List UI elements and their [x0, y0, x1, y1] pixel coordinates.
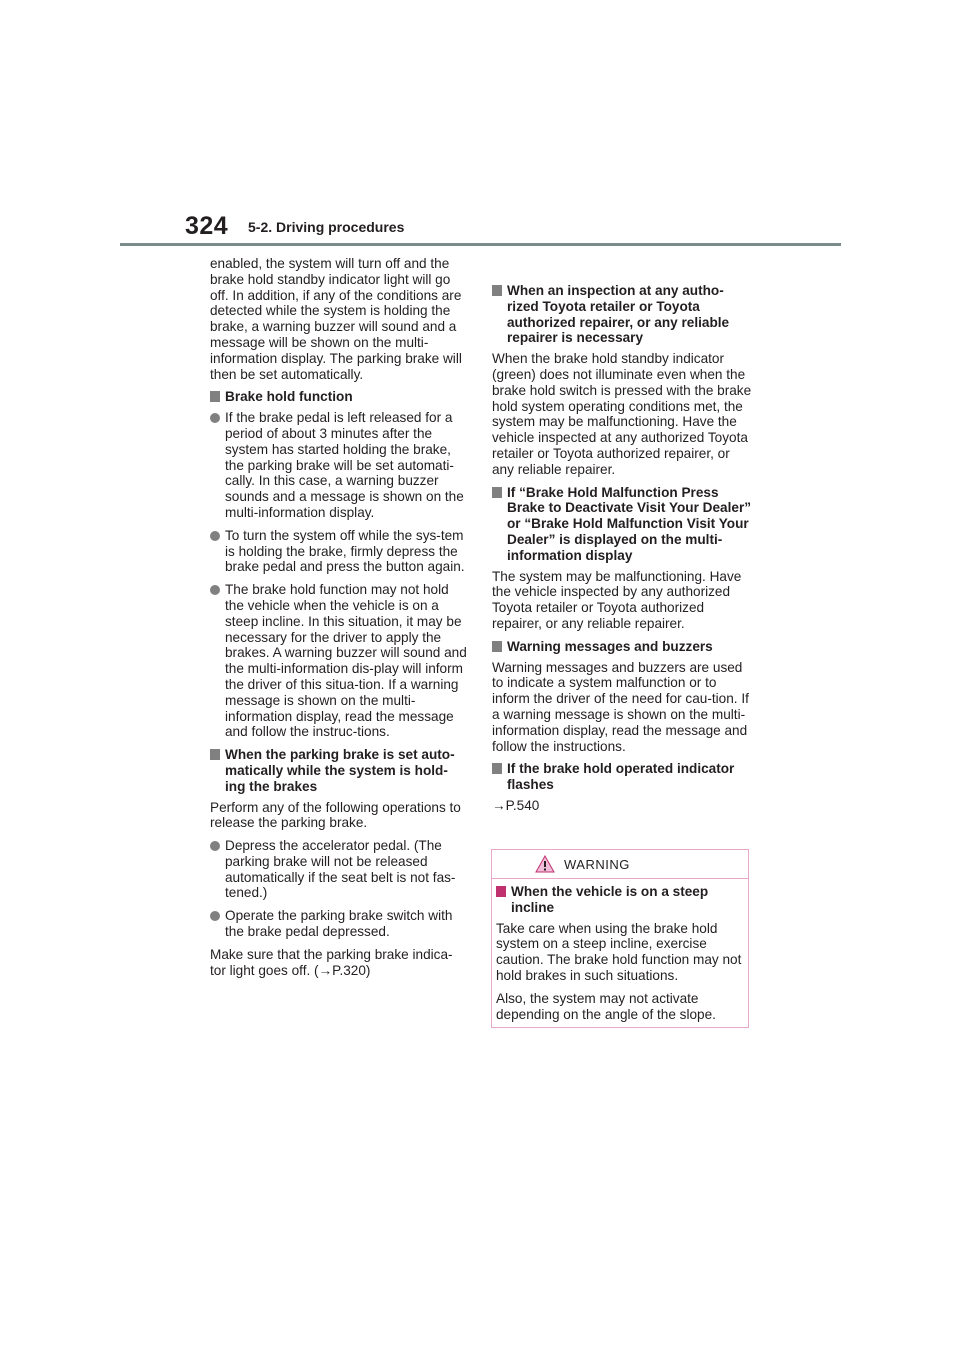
malfunction-paragraph: The system may be malfunctioning. Have the vehicle inspected by any authorized Toyota retailer or Toyota authorized repairer, or any reliable repairer.	[492, 568, 742, 631]
flashes-heading	[492, 761, 754, 793]
brake-hold-heading	[210, 389, 468, 405]
header-rule	[120, 243, 841, 246]
square-bullet-icon	[492, 285, 502, 296]
square-bullet-icon	[496, 886, 506, 897]
bullet-text: To turn the system off while the sys-tem is holding the brake, firmly depress the brake pedal and press the button again.	[225, 527, 465, 575]
right-column	[492, 283, 754, 821]
page-reference: →P.540	[492, 797, 540, 813]
warning-title: WARNING	[564, 857, 630, 872]
bullet-text: The brake hold function may not hold the vehicle when the vehicle is on a steep incline. In this situation, it may be necessary for the driver to apply the brakes. A warning buzzer will sound and the multi-information dis-play will inform the driver of this situa-tion. If a warning message is shown on the multi-information display, read the message and follow the instruc-tions.	[225, 582, 467, 740]
left-column	[210, 256, 468, 985]
inspection-paragraph: When the brake hold standby indicator (green) does not illuminate even when the brake hold switch is pressed with the brake hold system operating conditions met, the system may be malfunctioning. Have the vehicle inspected at any authorized Toyota retailer or Toyota authorized repairer, or any reliable repairer.	[492, 351, 752, 477]
warning-triangle-icon	[535, 855, 555, 873]
warning-heading	[496, 884, 744, 916]
bullet-item	[210, 528, 468, 575]
square-bullet-icon	[210, 749, 220, 760]
warning-header	[492, 850, 748, 879]
closing-paragraph: Make sure that the parking brake indica-tor light goes off. (→P.320)	[210, 946, 453, 978]
warning-paragraph: Also, the system may not activate depending on the angle of the slope.	[496, 990, 716, 1022]
section-title: 5-2. Driving procedures	[248, 219, 405, 235]
bullet-item	[210, 838, 468, 901]
warning-box	[491, 849, 749, 1028]
bullet-item	[210, 908, 468, 940]
malfunction-heading	[492, 485, 754, 564]
heading-text: When the vehicle is on a steep incline	[511, 884, 709, 915]
bullet-item	[210, 410, 468, 521]
bullet-text: If the brake pedal is left released for a period of about 3 minutes after the system has started holding the brake, the parking brake will be set automati-cally. In this case, a warning buzzer sounds and a message is shown on the multi-information display.	[225, 410, 464, 520]
bullet-item	[210, 582, 468, 740]
square-bullet-icon	[492, 487, 502, 498]
messages-paragraph: Warning messages and buzzers are used to indicate a system malfunction or to inform the driver of the need for cau-tion. If a warning message is shown on the multi-information display, read the message and follow the instructions.	[492, 659, 749, 754]
inspection-heading	[492, 283, 754, 346]
page-number: 324	[185, 212, 229, 240]
intro-paragraph: enabled, the system will turn off and the brake hold standby indicator light will go off. In addition, if any of the conditions are detected while the system is holding the brake, a warning buzzer will sound and a message will be shown on the multi-information display. The parking brake will then be set automatically.	[210, 256, 462, 382]
warning-paragraph: Take care when using the brake hold system on a steep incline, exercise caution. The brake hold function may not hold brakes in such situations.	[496, 920, 742, 983]
bullet-text: Depress the accelerator pedal. (The parking brake will not be released automatically if the seat belt is not fas-tened.)	[225, 838, 456, 901]
heading-text: When the parking brake is set auto-matically while the system is hold-ing the brakes	[225, 747, 455, 794]
circle-bullet-icon	[210, 531, 220, 541]
circle-bullet-icon	[210, 841, 220, 851]
heading-text: If “Brake Hold Malfunction Press Brake to Deactivate Visit Your Dealer” or “Brake Hold Malfunction Visit Your Dealer” is displayed on the multi-information display	[507, 484, 752, 563]
heading-text: When an inspection at any autho-rized Toyota retailer or Toyota authorized repairer, or any reliable repairer is necessary	[507, 283, 730, 346]
heading-text: If the brake hold operated indicator flashes	[507, 761, 735, 793]
square-bullet-icon	[492, 641, 502, 652]
messages-heading	[492, 639, 754, 655]
bullet-text: Operate the parking brake switch with the brake pedal depressed.	[225, 908, 453, 940]
parking-brake-heading	[210, 747, 468, 794]
circle-bullet-icon	[210, 911, 220, 921]
circle-bullet-icon	[210, 413, 220, 423]
heading-text: Brake hold function	[225, 389, 353, 405]
warning-body	[492, 879, 748, 1022]
circle-bullet-icon	[210, 585, 220, 595]
parking-paragraph: Perform any of the following operations to release the parking brake.	[210, 799, 461, 831]
heading-text: Warning messages and buzzers	[507, 638, 713, 654]
square-bullet-icon	[210, 391, 220, 402]
square-bullet-icon	[492, 763, 502, 774]
